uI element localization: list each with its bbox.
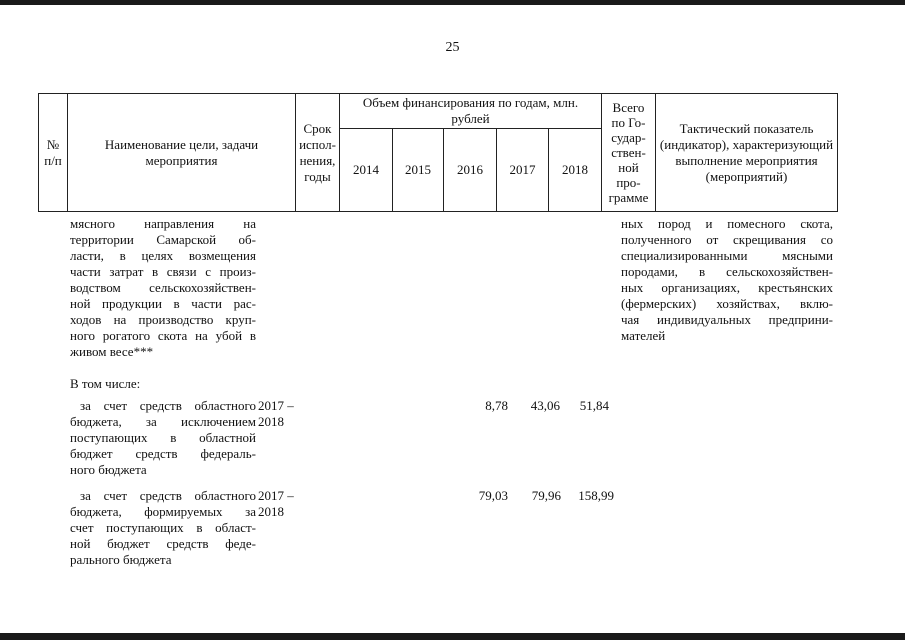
row-2-total: 158,99 bbox=[578, 488, 614, 503]
header-total: Всего по Го- судар- ствен- ной про- грамме bbox=[601, 93, 656, 212]
header-term: Срок испол- нения, годы bbox=[295, 93, 340, 212]
header-year-2014: 2014 bbox=[339, 128, 393, 212]
row-2-term: 2017 – 2018 bbox=[258, 488, 294, 519]
row-2-name: за счет средств областного бюджета, формируемых за счет поступающих в област- ной бюджет средств феде- рального бюджета bbox=[70, 488, 256, 567]
header-year-2016: 2016 bbox=[443, 128, 497, 212]
activity-name-continuation: мясного направления на территории Самарской об- ласти, в целях возмещения части затрат в связи с произ- водством сельскохозяйствен- ной продукции в части рас- ходов на производство круп- ного рогатого скота на убой в живом весе*** bbox=[70, 216, 256, 359]
header-number: № п/п bbox=[38, 93, 68, 212]
header-indicator: Тактический показатель (индикатор), характеризующий выполнение мероприятия (мероприятий) bbox=[655, 93, 838, 212]
row-2-value-2018: 79,96 bbox=[531, 488, 561, 503]
indicator-continuation: ных пород и помесного скота, полученного от скрещивания со специализированными мясными породами, в сельскохозяйствен- ных организациях, крестьянских (фермерских) хозяйствах, вклю- чая индивидуальных предприни- мателей bbox=[621, 216, 833, 343]
header-finance: Объем финансирования по годам, млн. рублей bbox=[339, 93, 602, 129]
row-1-value-2017: 8,78 bbox=[485, 398, 508, 413]
header-year-2015: 2015 bbox=[392, 128, 444, 212]
including-label: В том числе: bbox=[70, 376, 141, 391]
header-name: Наименование цели, задачи мероприятия bbox=[67, 93, 296, 212]
page-number: 25 bbox=[445, 40, 460, 55]
row-1-total: 51,84 bbox=[579, 398, 609, 413]
scan-edge-bottom bbox=[0, 633, 905, 640]
scan-edge-top bbox=[0, 0, 905, 5]
row-1-term: 2017 – 2018 bbox=[258, 398, 294, 429]
header-year-2017: 2017 bbox=[496, 128, 549, 212]
table-header bbox=[38, 93, 838, 212]
row-1-value-2018: 43,06 bbox=[530, 398, 560, 413]
header-year-2018: 2018 bbox=[548, 128, 602, 212]
row-1-name: за счет средств областного бюджета, за исключением поступающих в областной бюджет средств федераль- ного бюджета bbox=[70, 398, 256, 477]
row-2-value-2017: 79,03 bbox=[478, 488, 508, 503]
